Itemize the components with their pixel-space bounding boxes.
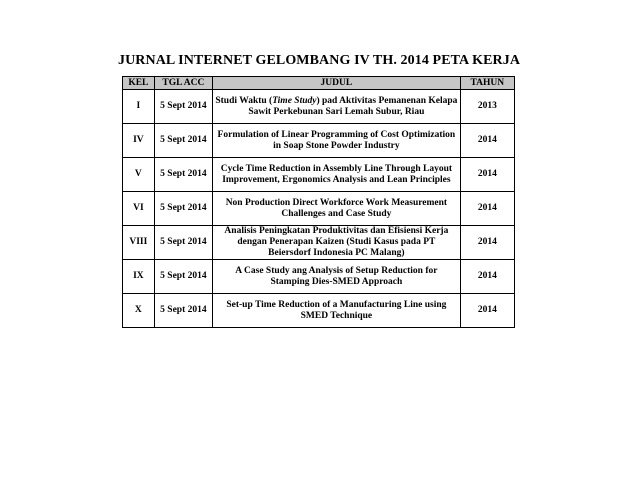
cell-judul: Cycle Time Reduction in Assembly Line Through Layout Improvement, Ergonomics Analysis and Lean Principles	[213, 158, 461, 192]
header-judul: JUDUL	[213, 77, 461, 90]
table-row	[123, 158, 515, 192]
cell-tgl-acc: 5 Sept 2014	[154, 90, 212, 124]
table-row	[123, 226, 515, 260]
cell-tahun: 2013	[460, 90, 514, 124]
judul-italic-text: Time Study	[272, 95, 317, 106]
header-tgl-acc: TGL ACC	[154, 77, 212, 90]
cell-judul	[213, 90, 461, 124]
cell-judul: Non Production Direct Workforce Work Measurement Challenges and Case Study	[213, 192, 461, 226]
cell-tahun: 2014	[460, 260, 514, 294]
judul-text: Studi Waktu (	[215, 95, 273, 106]
cell-kel: V	[123, 158, 155, 192]
cell-tahun: 2014	[460, 192, 514, 226]
cell-kel: VIII	[123, 226, 155, 260]
header-tahun: TAHUN	[460, 77, 514, 90]
table-row	[123, 192, 515, 226]
cell-kel: VI	[123, 192, 155, 226]
table-header-row	[123, 77, 515, 90]
jurnal-table	[122, 76, 515, 328]
cell-tahun: 2014	[460, 124, 514, 158]
cell-kel: IV	[123, 124, 155, 158]
page-title: JURNAL INTERNET GELOMBANG IV TH. 2014 PETA KERJA	[117, 53, 521, 68]
cell-tgl-acc: 5 Sept 2014	[154, 294, 212, 328]
cell-judul: A Case Study ang Analysis of Setup Reduction for Stamping Dies-SMED Approach	[213, 260, 461, 294]
cell-tahun: 2014	[460, 158, 514, 192]
table-row	[123, 124, 515, 158]
cell-tgl-acc: 5 Sept 2014	[154, 192, 212, 226]
table-row	[123, 90, 515, 124]
cell-tgl-acc: 5 Sept 2014	[154, 158, 212, 192]
cell-tgl-acc: 5 Sept 2014	[154, 260, 212, 294]
cell-judul: Analisis Peningkatan Produktivitas dan Efisiensi Kerja dengan Penerapan Kaizen (Studi Kasus pada PT Beiersdorf Indonesia PC Malang)	[213, 226, 461, 260]
table-row	[123, 294, 515, 328]
cell-kel: X	[123, 294, 155, 328]
cell-judul: Formulation of Linear Programming of Cost Optimization in Soap Stone Powder Industry	[213, 124, 461, 158]
cell-kel: IX	[123, 260, 155, 294]
judul-text: ) pad Aktivitas Pemanenan Kelapa Sawit Perkebunan Sari Lemah Subur, Riau	[248, 95, 458, 117]
cell-tgl-acc: 5 Sept 2014	[154, 124, 212, 158]
table-row	[123, 260, 515, 294]
cell-tgl-acc: 5 Sept 2014	[154, 226, 212, 260]
cell-kel: I	[123, 90, 155, 124]
cell-tahun: 2014	[460, 294, 514, 328]
header-kel: KEL	[123, 77, 155, 90]
cell-tahun: 2014	[460, 226, 514, 260]
cell-judul: Set-up Time Reduction of a Manufacturing Line using SMED Technique	[213, 294, 461, 328]
